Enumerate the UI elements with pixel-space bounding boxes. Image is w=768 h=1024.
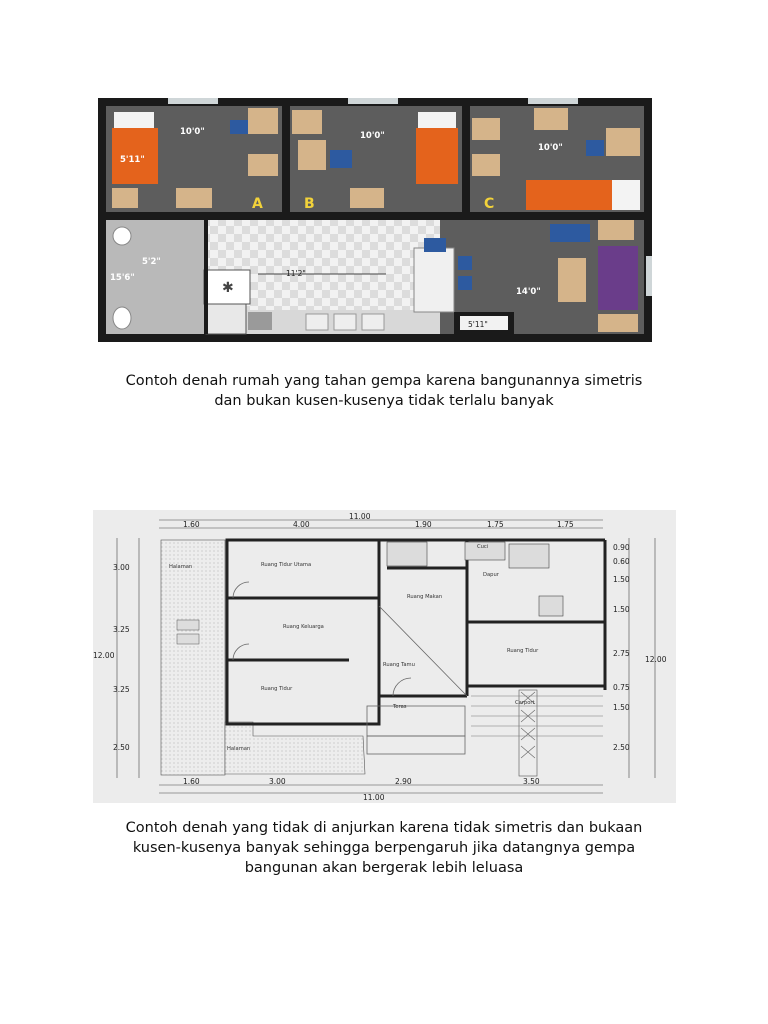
room-ruang-tidur-2: Ruang Tidur bbox=[507, 648, 539, 654]
bath-dimension: 15'6" bbox=[110, 273, 135, 283]
symmetric-floor-plan bbox=[98, 98, 652, 342]
room-label-a: A bbox=[252, 196, 263, 212]
caption-line: bangunan akan bergerak lebih leluasa bbox=[244, 860, 524, 876]
caption-line: dan bukan kusen-kusenya tidak terlalu banyak bbox=[214, 393, 554, 409]
bath-width-dimension: 5'2" bbox=[142, 257, 161, 267]
room-a-bed-dimension: 5'11" bbox=[120, 155, 145, 165]
bottom-dim-1: 1.60 bbox=[183, 777, 200, 786]
right-dim-2: 0.60 bbox=[613, 557, 630, 566]
right-dim-7: 1.50 bbox=[613, 703, 630, 712]
top-dim-2: 4.00 bbox=[293, 520, 310, 529]
room-a-dimension: 10'0" bbox=[180, 127, 205, 137]
caption-asymmetric-plan bbox=[60, 818, 708, 878]
room-label-c: C bbox=[484, 196, 495, 212]
left-dim-3: 3.25 bbox=[113, 685, 130, 694]
top-total-dimension: 11.00 bbox=[349, 512, 371, 521]
right-dim-1: 0.90 bbox=[613, 543, 630, 552]
caption-symmetric-plan bbox=[60, 371, 708, 411]
right-total-dimension: 12.00 bbox=[645, 655, 667, 664]
kitchen-dimension: 11'2" bbox=[286, 269, 306, 278]
room-carport: Carport bbox=[515, 700, 535, 706]
right-dim-6: 0.75 bbox=[613, 683, 630, 692]
room-b-dimension: 10'0" bbox=[360, 131, 385, 141]
asymmetric-floor-plan bbox=[93, 510, 676, 803]
bottom-total-dimension: 11.00 bbox=[363, 793, 385, 802]
caption-line: Contoh denah rumah yang tahan gempa karena bangunannya simetris bbox=[125, 373, 643, 389]
left-total-dimension: 12.00 bbox=[93, 651, 115, 660]
top-dim-5: 1.75 bbox=[557, 520, 574, 529]
top-dim-4: 1.75 bbox=[487, 520, 504, 529]
bottom-dim-4: 3.50 bbox=[523, 777, 540, 786]
room-teras: Teras bbox=[393, 704, 407, 710]
room-ruang-tidur: Ruang Tidur bbox=[261, 686, 293, 692]
caption-line: kusen-kusenya banyak sehingga berpengaruh jika datangnya gempa bbox=[132, 840, 636, 856]
left-dim-2: 3.25 bbox=[113, 625, 130, 634]
room-label-b: B bbox=[304, 196, 315, 212]
right-dim-5: 2.75 bbox=[613, 649, 630, 658]
room-dapur: Dapur bbox=[483, 572, 499, 578]
bottom-dim-2: 3.00 bbox=[269, 777, 286, 786]
left-dim-1: 3.00 bbox=[113, 563, 130, 572]
room-ruang-tidur-utama: Ruang Tidur Utama bbox=[261, 562, 312, 568]
caption-line: Contoh denah yang tidak di anjurkan karena tidak simetris dan bukaan bbox=[125, 820, 643, 836]
left-dim-4: 2.50 bbox=[113, 743, 130, 752]
living-dimension: 14'0" bbox=[516, 287, 541, 297]
room-ruang-makan: Ruang Makan bbox=[407, 594, 443, 600]
bottom-dim-3: 2.90 bbox=[395, 777, 412, 786]
right-dim-3: 1.50 bbox=[613, 575, 630, 584]
right-dim-4: 1.50 bbox=[613, 605, 630, 614]
right-dim-8: 2.50 bbox=[613, 743, 630, 752]
room-ruang-keluarga: Ruang Keluarga bbox=[283, 624, 324, 630]
room-halaman-top: Halaman bbox=[169, 564, 193, 570]
top-dim-3: 1.90 bbox=[415, 520, 432, 529]
room-ruang-tamu: Ruang Tamu bbox=[383, 662, 415, 668]
top-dim-1: 1.60 bbox=[183, 520, 200, 529]
room-halaman-bottom: Halaman bbox=[227, 746, 251, 752]
room-cuci: Cuci bbox=[477, 544, 489, 550]
room-c-dimension: 10'0" bbox=[538, 143, 563, 153]
shower-icon: ✱ bbox=[222, 280, 234, 296]
porch-dimension: 5'11" bbox=[468, 320, 488, 329]
